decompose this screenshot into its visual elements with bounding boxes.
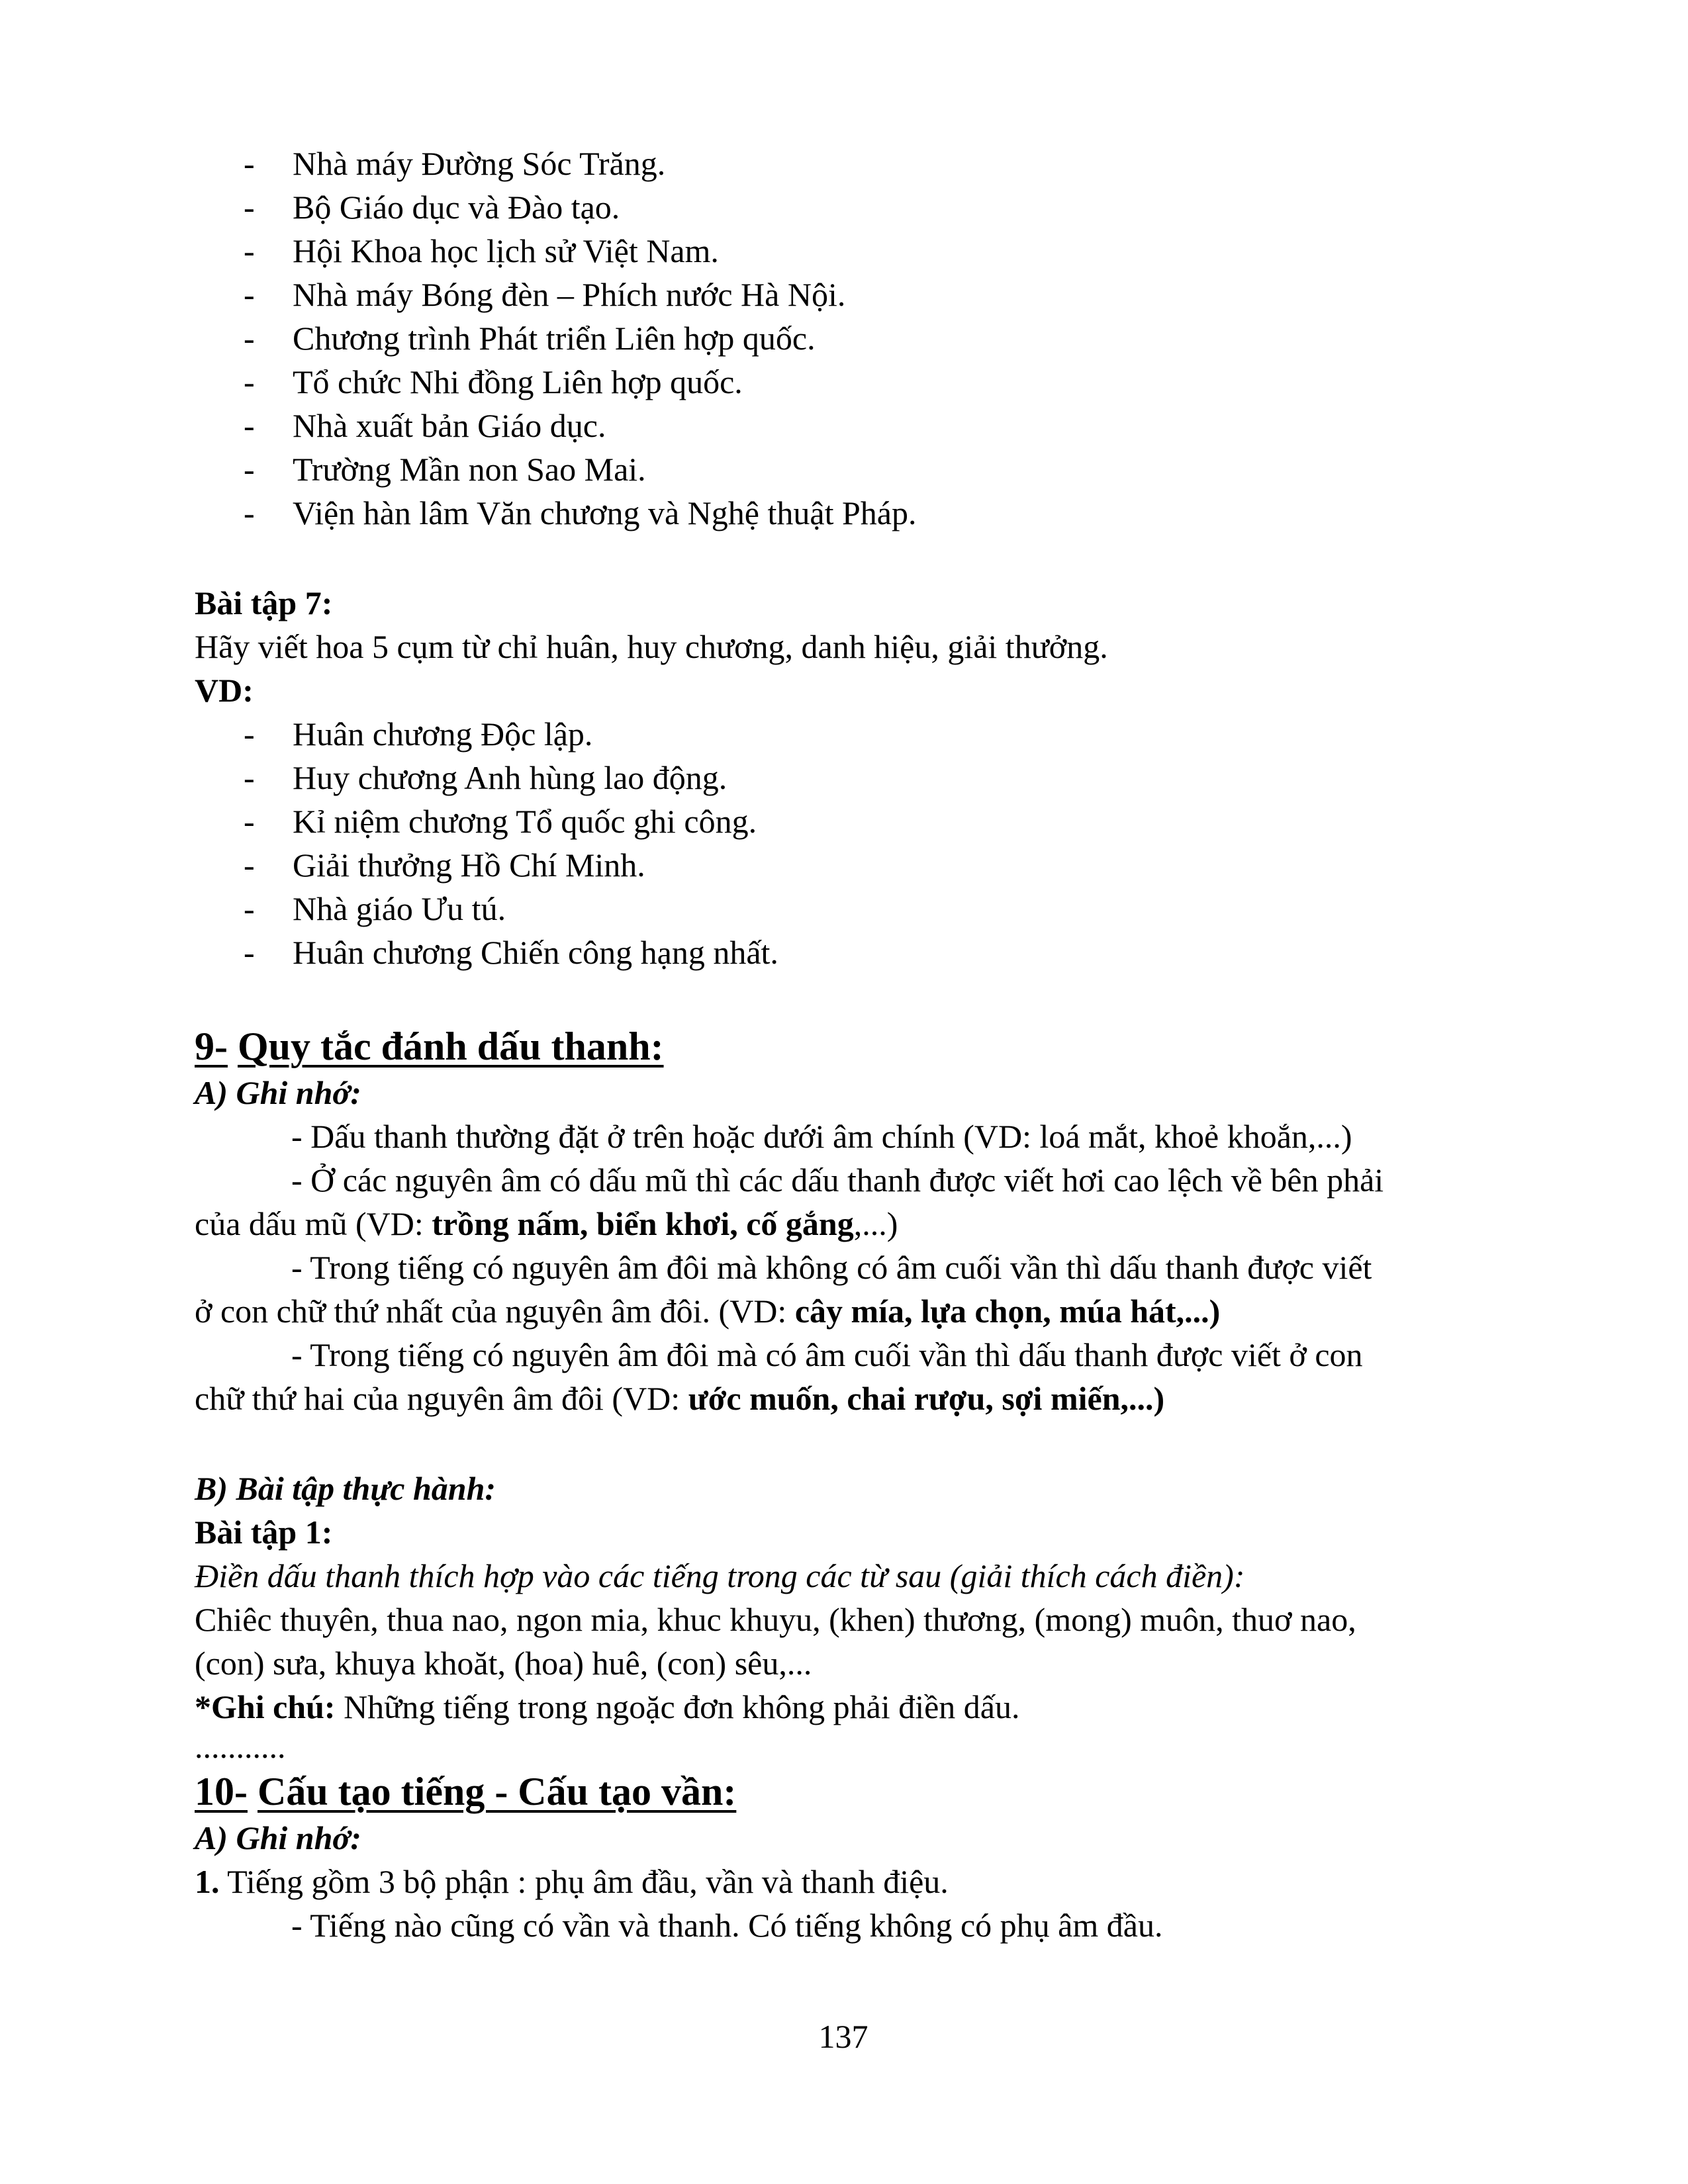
example-label: VD: [195, 672, 254, 709]
section-10-title: Cấu tạo tiếng - Cấu tạo vần: [257, 1770, 737, 1813]
rule-2-line-1: - Ở các nguyên âm có dấu mũ thì các dấu thanh được viết hơi cao lệch về bên phải [291, 1161, 1384, 1199]
document-page: - Nhà máy Đường Sóc Trăng. - Bộ Giáo dục và Đào tạo. - Hội Khoa học lịch sử Việt Nam. - Nhà máy Bóng đèn – Phích nước Hà Nội. - Chương trình Phát triển Liên hợp quốc. - Tổ chức Nhi đồng Liên hợp quốc. - Nhà xuất bản Giáo dục. - Trường Mần non Sao Mai. - Viện hàn lâm Văn chương và Nghệ thuật Pháp. Bài tập 7: Hãy viết hoa 5 cụm từ chỉ huân, huy chương, danh hiệu, giải thưởng. VD: - Huân chương Độc lập. - Huy chương Anh hùng lao động. - Kỉ niệm chương Tổ quốc ghi công. - Giải thưởng Hồ Chí Minh. - Nhà giáo Ưu tú. - Huân chương Chiến công hạng nhất. 9- Quy tắc đánh dấu thanh: A) Ghi nhớ: - Dấu thanh thường đặt ở trên hoặc dưới âm chính (VD: loá mắt, khoẻ khoắn,...) - Ở các nguyên âm có dấu mũ thì các dấu thanh được viết hơi cao lệch về bên phải của dấu mũ (VD: trồng nấm, biển khơi, cố gắng,...) - Trong tiếng có nguyên âm đôi mà không có âm cuối vần thì dấu thanh được viết ở con chữ thứ nhất của nguyên âm đôi. (VD: cây mía, lựa chọn, múa hát,...) - Trong tiếng có nguyên âm đôi mà có âm cuối vần thì dấu thanh được viết ở con chữ thứ hai của nguyên âm đôi (VD: ước muốn, chai rượu, sợi miến,...) B) Bài tập thực hành: Bài tập 1: Điền dấu thanh thích hợp vào các tiếng trong các từ sau (giải thích cách điền): Chiêc thuyên, thua nao, ngon mia, khuc khuyu, (khen) thương, (mong) muôn, thuơ nao, (con) sưa, khuya khoăt, (hoa) huê, (con) sêu,... *Ghi chú: Những tiếng trong ngoặc đơn không phải điền dấu. ........... 10- Cấu tạo tiếng - Cấu tạo vần: A) Ghi nhớ: 1. Tiếng gồm 3 bộ phận : phụ âm đầu, vần và thanh điệu. - Tiếng nào cũng có vần và thanh. Có tiếng không có phụ âm đầu. 137 [0, 0, 1688, 2184]
rule-3-line-1: - Trong tiếng có nguyên âm đôi mà không có âm cuối vần thì dấu thanh được viết [291, 1249, 1372, 1286]
rule-2-line-2: của dấu mũ (VD: trồng nấm, biển khơi, cố gắng,...) [195, 1205, 898, 1242]
point-1: 1. Tiếng gồm 3 bộ phận : phụ âm đầu, vần và thanh điệu. [195, 1863, 949, 1900]
section-10-heading [195, 1770, 736, 1813]
point-1-detail: - Tiếng nào cũng có vần và thanh. Có tiếng không có phụ âm đầu. [291, 1907, 1163, 1944]
section-9-number: 9- [195, 1024, 228, 1068]
rule-4-line-1: - Trong tiếng có nguyên âm đôi mà có âm cuối vần thì dấu thanh được viết ở con [291, 1336, 1363, 1373]
note-line: *Ghi chú: Những tiếng trong ngoặc đơn không phải điền dấu. [195, 1688, 1020, 1725]
section-10-number: 10- [195, 1770, 248, 1813]
section-9-subheading-a: A) Ghi nhớ: [195, 1074, 361, 1111]
rule-1: - Dấu thanh thường đặt ở trên hoặc dưới âm chính (VD: loá mắt, khoẻ khoắn,...) [291, 1118, 1352, 1155]
rule-3-line-2: ở con chữ thứ nhất của nguyên âm đôi. (VD: cây mía, lựa chọn, múa hát,...) [195, 1293, 1221, 1330]
rule-4-line-2: chữ thứ hai của nguyên âm đôi (VD: ước muốn, chai rượu, sợi miến,...) [195, 1380, 1165, 1417]
page-number: 137 [818, 2018, 868, 2055]
section-10-subheading-a: A) Ghi nhớ: [195, 1819, 361, 1856]
exercise-7-heading: Bài tập 7: [195, 584, 333, 621]
exercise-1-instruction: Điền dấu thanh thích hợp vào các tiếng trong các từ sau (giải thích cách điền): [195, 1557, 1245, 1594]
ellipsis-line: ........... [195, 1728, 286, 1765]
section-9-heading [195, 1024, 664, 1068]
exercise-7-prompt: Hãy viết hoa 5 cụm từ chỉ huân, huy chương, danh hiệu, giải thưởng. [195, 628, 1108, 665]
exercise-1-words-line-2: (con) sưa, khuya khoăt, (hoa) huê, (con) sêu,... [195, 1645, 812, 1682]
exercise-1-heading: Bài tập 1: [195, 1514, 333, 1551]
section-9-subheading-b: B) Bài tập thực hành: [195, 1470, 496, 1507]
exercise-1-words-line-1: Chiêc thuyên, thua nao, ngon mia, khuc khuyu, (khen) thương, (mong) muôn, thuơ nao, [195, 1601, 1356, 1638]
section-9-title: Quy tắc đánh dấu thanh: [237, 1024, 664, 1068]
